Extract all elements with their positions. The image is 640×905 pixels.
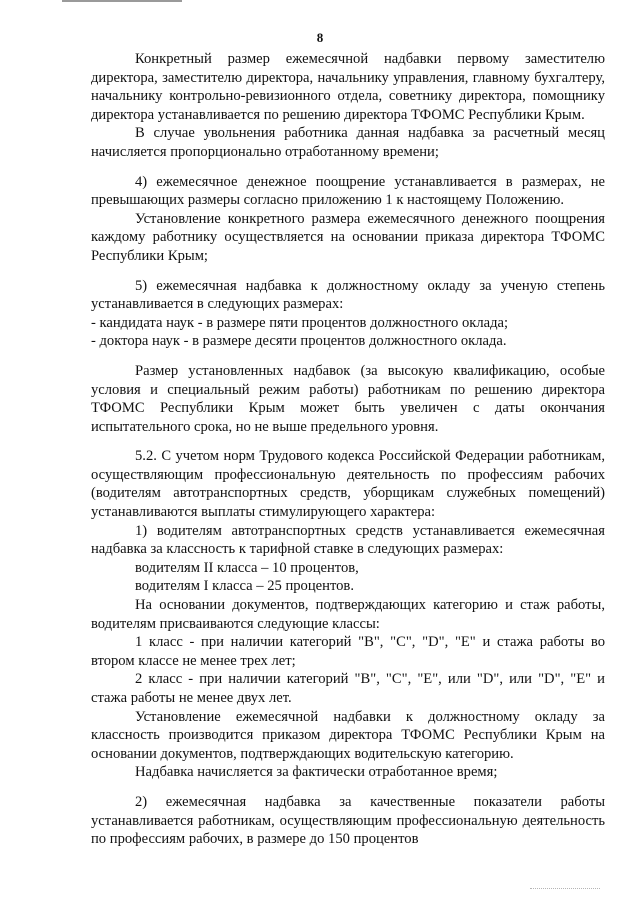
paragraph-item-4: 4) ежемесячное денежное поощрение устанавливается в размерах, не превышающих размеры согласно приложению 1 к настоящему Положению. (91, 173, 605, 209)
list-item-class-2: водителям II класса – 10 процентов, (135, 559, 359, 576)
paragraph-second-class: 2 класс - при наличии категорий "В", "С", "Е", или "D", или "D", "Е" и стажа работы не менее двух лет. (91, 671, 605, 706)
list-item-class-1: водителям I класса – 25 процентов. (135, 578, 354, 595)
paragraph-class-assignment: На основании документов, подтверждающих категорию и стаж работы, водителям присваиваются следующие классы: (91, 597, 605, 632)
paragraph-classness-order: Установление ежемесячной надбавки к должностному окладу за классность производится приказом директора ТФОМС Республики Крым на основании документов, подтверждающих водительскую категорию. (91, 708, 605, 762)
paragraph-deputy-allowance: Конкретный размер ежемесячной надбавки первому заместителю директора, заместителю директора, начальнику управления, главному бухгалтеру, начальнику контрольно-ревизионного отдела, советнику директора, помощнику директора устанавливается по решению директора ТФОМС Республики Крым. (91, 51, 605, 123)
paragraph-actual-time: Надбавка начисляется за фактически отработанное время; (135, 764, 498, 781)
paragraph-quality-allowance: 2) ежемесячная надбавка за качественные показатели работы устанавливается работникам, осуществляющим профессиональную деятельность по профессиям рабочих, в размере до 150 процентов (91, 793, 605, 848)
document-body (91, 50, 605, 849)
paragraph-section-5-2: 5.2. С учетом норм Трудового кодекса Российской Федерации работникам, осуществляющим профессиональную деятельность по профессиям рабочих (водителям автотранспортных средств, уборщикам служебных помещений) устанавливаются выплаты стимулирующего характера: (91, 448, 605, 521)
paragraph-dismissal: В случае увольнения работника данная надбавка за расчетный месяц начисляется пропорционально отработанному времени; (91, 125, 605, 160)
list-item-candidate: - кандидата наук - в размере пяти процентов должностного оклада; (91, 314, 509, 331)
page-number: 8 (316, 30, 324, 45)
list-item-doctor: - доктора наук - в размере десяти процентов должностного оклада. (91, 333, 507, 350)
paragraph-first-class: 1 класс - при наличии категорий "В", "С", "D", "Е" и стажа работы во втором классе не менее трех лет; (91, 634, 605, 669)
paragraph-bonus-order: Установление конкретного размера ежемесячного денежного поощрения каждому работнику осуществляется на основании приказа директора ТФОМС Республики Крым; (91, 210, 605, 264)
scan-edge-line (62, 0, 182, 2)
paragraph-drivers-allowance: 1) водителям автотранспортных средств устанавливается ежемесячная надбавка за классность к тарифной ставке в следующих размерах: (91, 522, 605, 558)
paragraph-item-5: 5) ежемесячная надбавка к должностному окладу за ученую степень устанавливается в следующих размерах: (91, 277, 605, 313)
scan-artifact-line (530, 888, 600, 889)
paragraph-increase: Размер установленных надбавок (за высокую квалификацию, особые условия и специальный режим работы) работникам по решению директора ТФОМС Республики Крым может быть увеличен с даты окончания испытательного срока, но не выше предельного уровня. (91, 362, 605, 435)
